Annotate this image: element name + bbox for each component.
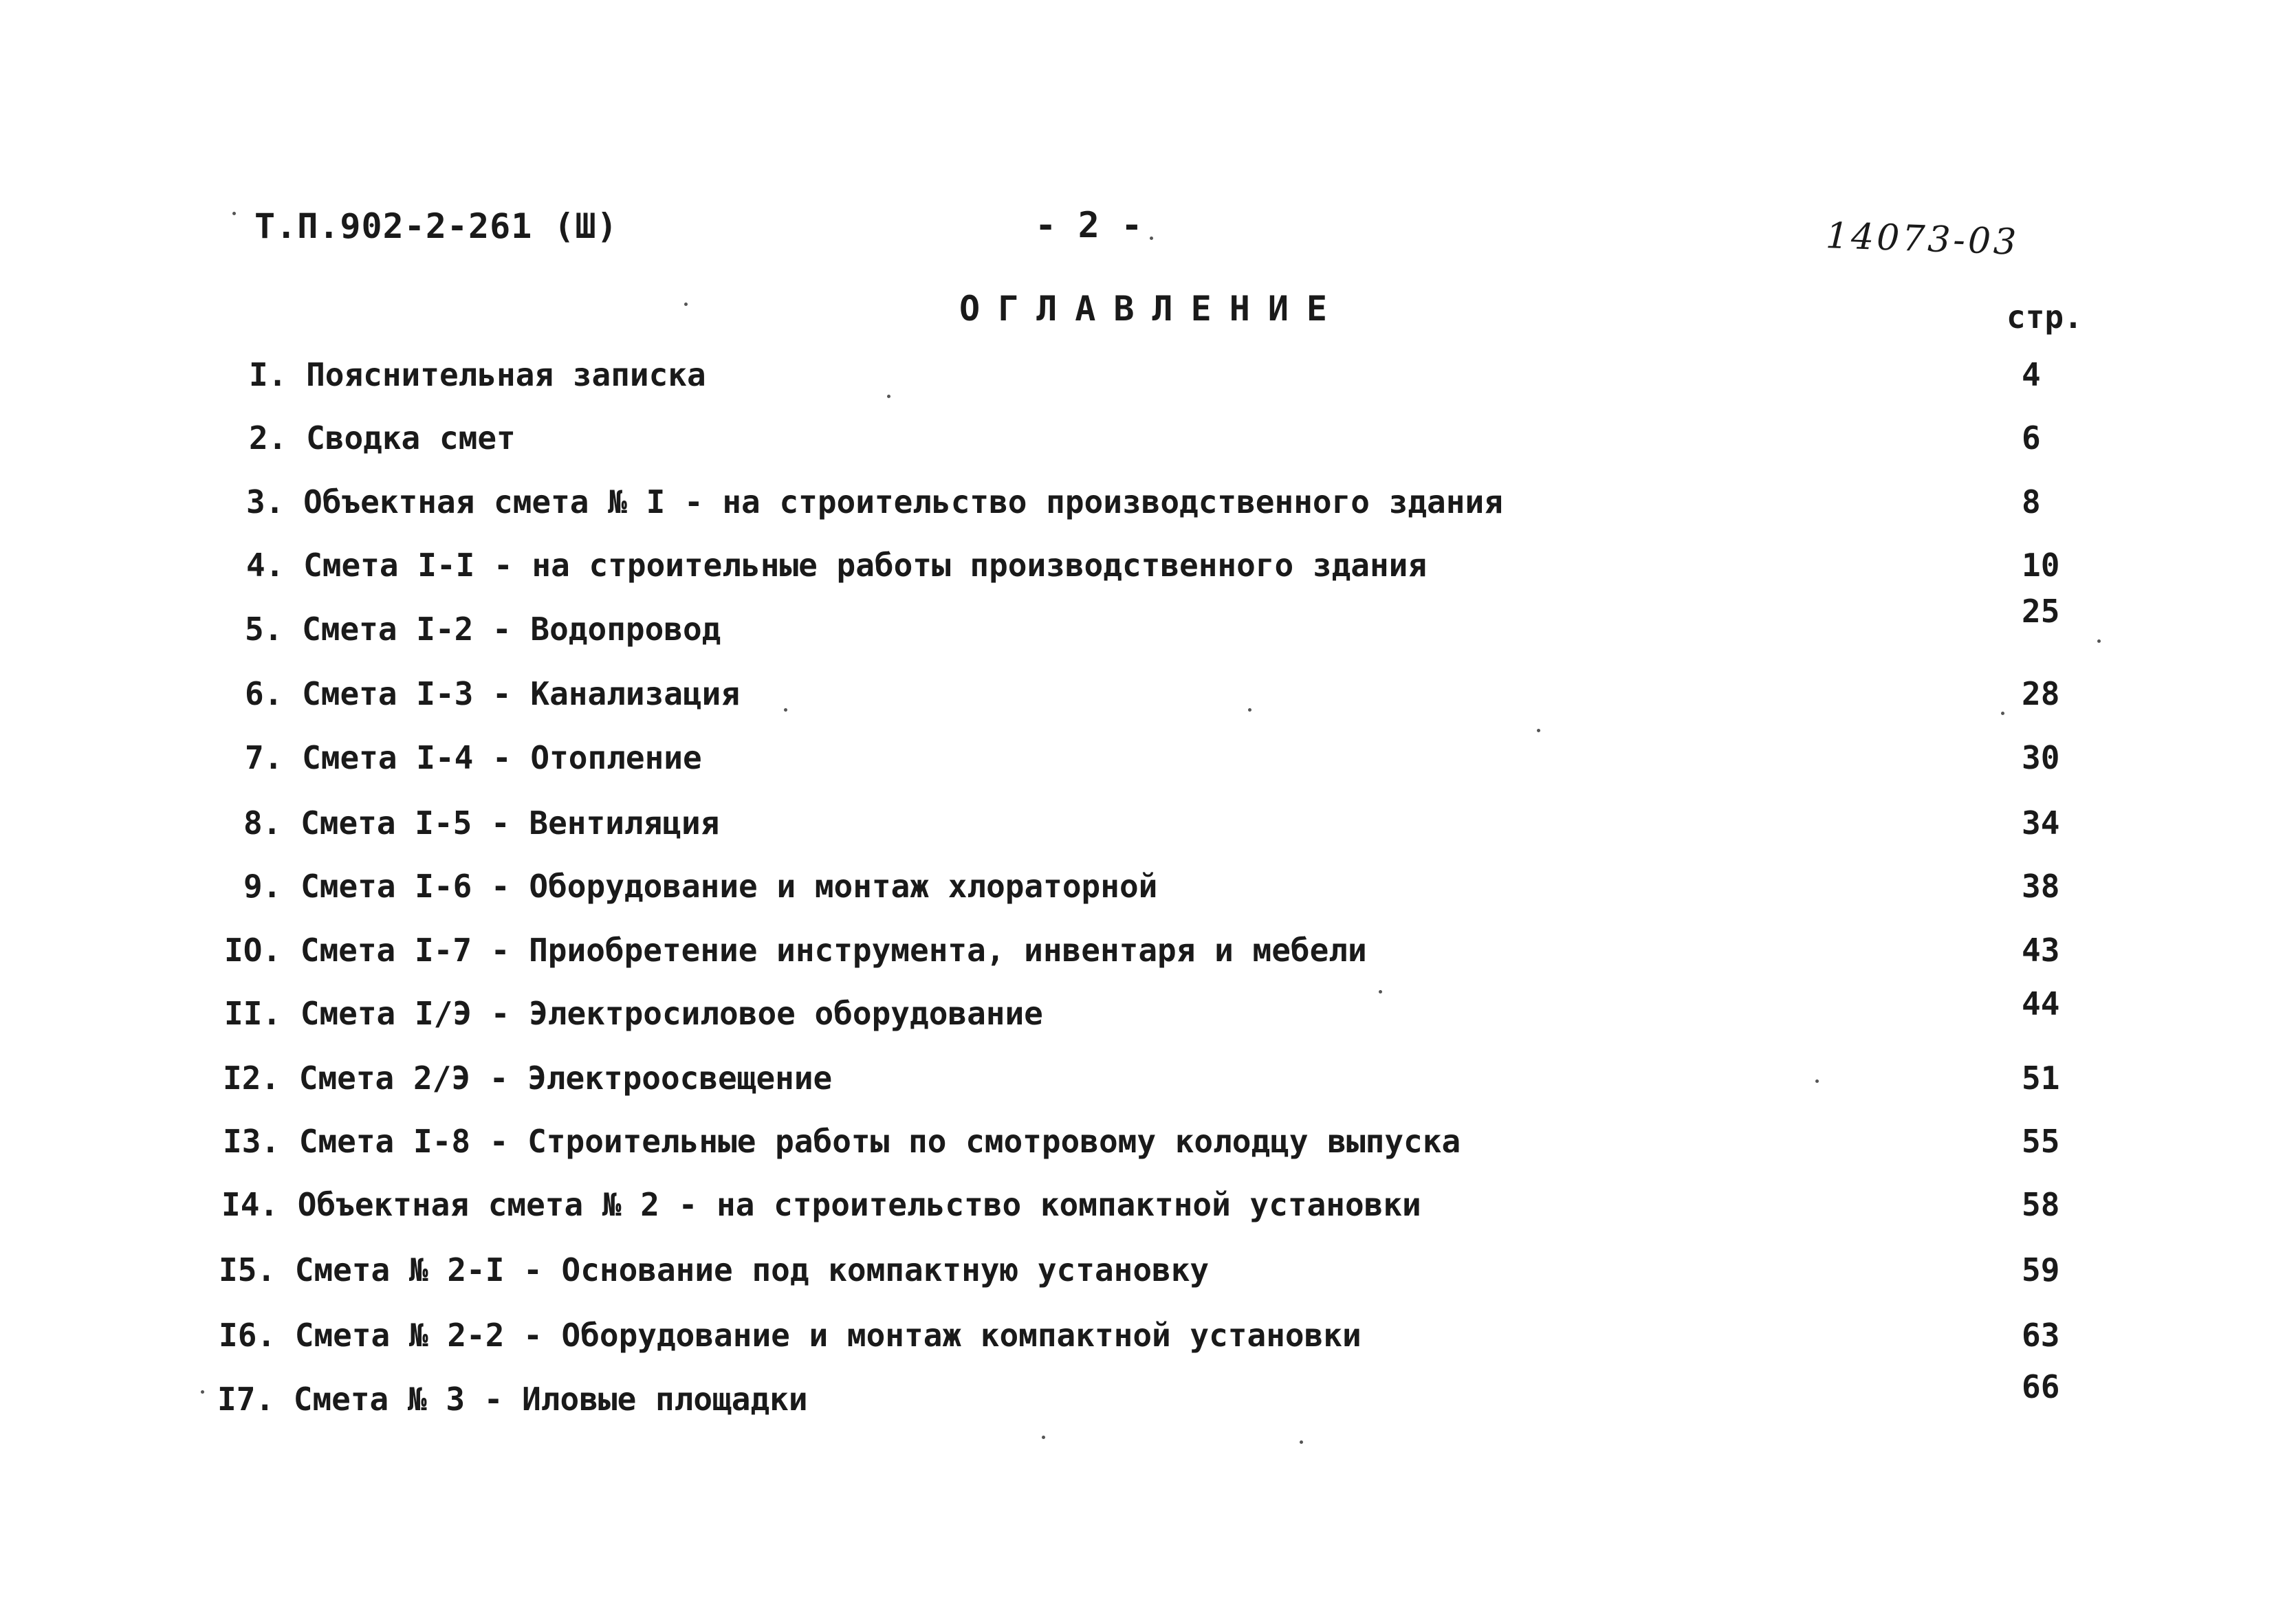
toc-entry-title: I7. Смета № 3 - Иловые площадки (217, 1381, 808, 1418)
toc-entry-title: I4. Объектная смета № 2 - на строительство компактной установки (221, 1186, 1421, 1223)
toc-entry-page: 59 (2022, 1251, 2060, 1288)
toc-title: ОГЛАВЛЕНИЕ (959, 289, 1346, 329)
scan-speck (1248, 708, 1251, 712)
scan-speck (1379, 990, 1382, 994)
toc-entry (0, 483, 2274, 531)
document-code: Т.П.902-2-261 (Ш) (254, 206, 618, 246)
toc-entry-title: I5. Смета № 2-I - Основание под компактную установку (219, 1251, 1210, 1288)
scan-speck (1537, 729, 1540, 732)
toc-entry (0, 1060, 2274, 1108)
toc-entry-title: 6. Смета I-3 - Канализация (245, 675, 741, 712)
toc-entry-page: 38 (2022, 868, 2060, 905)
toc-entry (0, 932, 2274, 980)
toc-entry-page: 30 (2022, 739, 2060, 776)
toc-entry (0, 985, 2274, 1043)
toc-entry-page: 58 (2022, 1186, 2060, 1223)
toc-entry (0, 593, 2274, 659)
toc-entry-title: I6. Смета № 2-2 - Оборудование и монтаж компактной установки (219, 1317, 1362, 1354)
toc-entry-page: 6 (2022, 419, 2041, 457)
toc-entry (0, 739, 2274, 787)
toc-entry-title: I. Пояснительная записка (249, 356, 706, 393)
scan-speck (1815, 1079, 1819, 1083)
toc-entry-title: 3. Объектная смета № I - на строительство производственного здания (246, 483, 1503, 520)
toc-entry-page: 66 (2022, 1368, 2060, 1405)
toc-entry-page: 63 (2022, 1317, 2060, 1354)
toc-entry-page: 28 (2022, 675, 2060, 712)
toc-entry (0, 547, 2274, 595)
toc-entry-page: 44 (2022, 985, 2060, 1022)
toc-entry-title: II. Смета I/Э - Электросиловое оборудование (224, 995, 1043, 1032)
toc-entry-page: 4 (2022, 356, 2041, 393)
toc-entry-title: 2. Сводка смет (249, 419, 516, 457)
scan-speck (784, 708, 787, 712)
toc-entry-page: 55 (2022, 1123, 2060, 1160)
scan-speck (684, 303, 688, 306)
toc-entry (0, 1186, 2274, 1234)
toc-entry-page: 34 (2022, 804, 2060, 842)
toc-entry (0, 1368, 2274, 1429)
toc-entry-title: 7. Смета I-4 - Отопление (245, 739, 702, 776)
toc-entry-title: 9. Смета I-6 - Оборудование и монтаж хлораторной (243, 868, 1158, 905)
toc-entry-title: 8. Смета I-5 - Вентиляция (243, 804, 720, 842)
toc-entry (0, 675, 2274, 723)
toc-entry (0, 419, 2274, 468)
toc-entry (0, 804, 2274, 853)
toc-entry-title: IO. Смета I-7 - Приобретение инструмента, инвентаря и мебели (224, 932, 1367, 969)
scan-speck (2001, 712, 2004, 715)
page-number: - 2 - (1035, 205, 1143, 246)
toc-entry (0, 1123, 2274, 1171)
scan-speck (2097, 639, 2101, 643)
toc-entry (0, 1317, 2274, 1365)
toc-entry-title: 5. Смета I-2 - Водопровод (245, 611, 721, 648)
toc-entry-title: I2. Смета 2/Э - Электроосвещение (223, 1060, 833, 1097)
toc-entry-page: 8 (2022, 483, 2041, 520)
scan-speck (232, 212, 236, 215)
scan-speck (1150, 237, 1153, 240)
scan-speck (1300, 1440, 1303, 1444)
toc-entry-page: 10 (2022, 547, 2060, 584)
page-column-header: стр. (2007, 298, 2083, 336)
handwritten-archive-number: 14073-03 (1825, 215, 2020, 263)
toc-entry-page: 51 (2022, 1060, 2060, 1097)
toc-entry-page: 25 (2022, 593, 2060, 630)
toc-entry (0, 356, 2274, 404)
scan-speck (201, 1390, 204, 1394)
toc-entry-title: 4. Смета I-I - на строительные работы производственного здания (246, 547, 1428, 584)
scan-speck (1042, 1436, 1045, 1439)
toc-entry (0, 868, 2274, 916)
toc-entry (0, 1251, 2274, 1299)
toc-entry-title: I3. Смета I-8 - Строительные работы по смотровому колодцу выпуска (223, 1123, 1461, 1160)
scan-speck (887, 395, 890, 398)
toc-entry-page: 43 (2022, 932, 2060, 969)
